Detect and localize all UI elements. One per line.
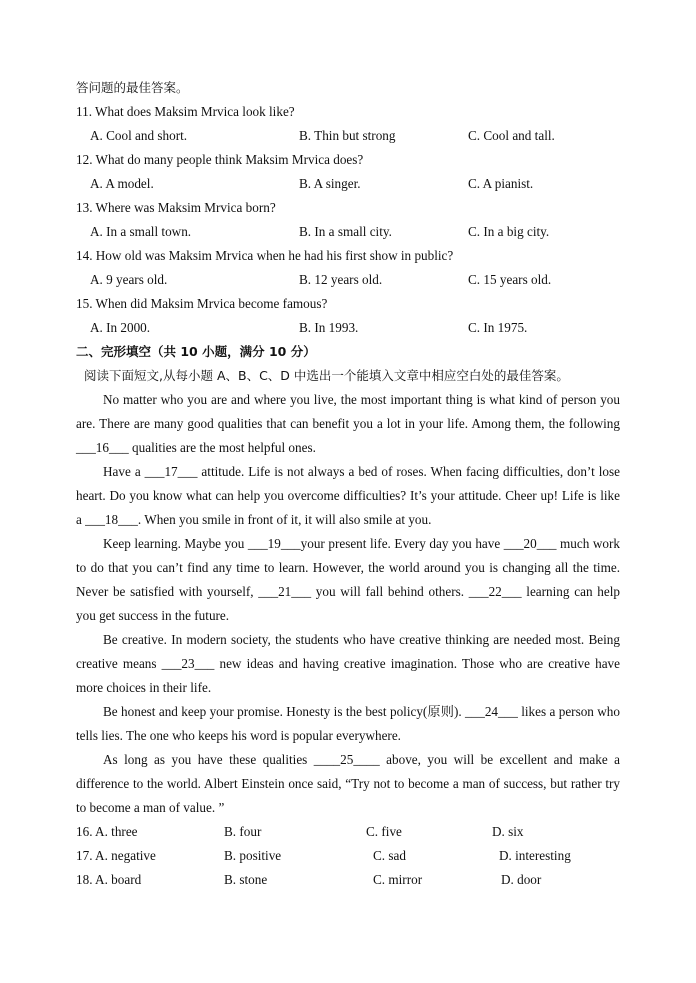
- cloze-options: [76, 820, 620, 892]
- passage-paragraph: Keep learning. Maybe you ___19___your present life. Every day you have ___20___ much work to do that you can’t find any time to learn. However, the world around you is changing all the time. Never be satisfied with yourself, ___21___ you will fall behind others. ___22___ learning can help you get success in the future.: [76, 536, 620, 623]
- option-b: B. In a small city.: [299, 224, 392, 239]
- option-a: A. In 2000.: [90, 320, 151, 335]
- question-options: [76, 220, 620, 244]
- cloze-option-row: [76, 820, 620, 844]
- cloze-option-row: [76, 868, 620, 892]
- exam-page: [76, 76, 620, 892]
- option-d: D. door: [501, 872, 542, 887]
- option-a: A. Cool and short.: [90, 128, 188, 143]
- passage-paragraph: Have a ___17___ attitude. Life is not always a bed of roses. When facing difficulties, don’t lose heart. Do you know what can help you overcome difficulties? It’s your attitude. Cheer up! Life is like a ___18___. When you smile in front of it, it will also smile at you.: [76, 464, 620, 527]
- option-a: 17. A. negative: [76, 848, 156, 863]
- option-a: A. In a small town.: [90, 224, 192, 239]
- question-options: [76, 172, 620, 196]
- question-options: [76, 124, 620, 148]
- option-b: B. positive: [224, 848, 282, 863]
- section-instruction: 阅读下面短文,从每小题 A、B、C、D 中选出一个能填入文章中相应空白处的最佳答案。: [84, 368, 569, 383]
- option-b: B. four: [224, 824, 262, 839]
- question-text: 14. How old was Maksim Mrvica when he had his first show in public?: [76, 248, 454, 263]
- question-text: 12. What do many people think Maksim Mrvica does?: [76, 152, 364, 167]
- section-heading: 二、完形填空（共 10 小题，满分 10 分）: [76, 344, 316, 359]
- passage-paragraph: Be honest and keep your promise. Honesty is the best policy(原则). ___24___ likes a person who tells lies. The one who keeps his word is popular everywhere.: [76, 704, 620, 743]
- option-d: D. interesting: [499, 848, 571, 863]
- question-text: 13. Where was Maksim Mrvica born?: [76, 200, 276, 215]
- intro-tail: 答问题的最佳答案。: [76, 80, 189, 95]
- option-b: B. A singer.: [299, 176, 361, 191]
- option-c: C. mirror: [373, 872, 423, 887]
- option-b: B. stone: [224, 872, 268, 887]
- option-a: A. 9 years old.: [90, 272, 168, 287]
- question-text: 11. What does Maksim Mrvica look like?: [76, 104, 295, 119]
- option-a: 16. A. three: [76, 824, 138, 839]
- option-a: A. A model.: [90, 176, 154, 191]
- option-b: B. 12 years old.: [299, 272, 383, 287]
- option-c: C. A pianist.: [468, 176, 534, 191]
- option-c: C. 15 years old.: [468, 272, 552, 287]
- option-c: C. Cool and tall.: [468, 128, 555, 143]
- cloze-option-row: [76, 844, 620, 868]
- option-c: C. sad: [373, 848, 406, 863]
- option-b: B. Thin but strong: [299, 128, 396, 143]
- option-c: C. In a big city.: [468, 224, 550, 239]
- passage-paragraph: As long as you have these qualities ____25____ above, you will be excellent and make a difference to the world. Albert Einstein once said, “Try not to become a man of success, but rather try to become a man of value. ”: [76, 752, 620, 815]
- passage-paragraph: Be creative. In modern society, the students who have creative thinking are needed most. Being creative means ___23___ new ideas and having creative imagination. Those who are creative have more choices in their life.: [76, 632, 620, 695]
- question-text: 15. When did Maksim Mrvica become famous?: [76, 296, 328, 311]
- option-c: C. five: [366, 824, 402, 839]
- cloze-passage: [76, 388, 620, 820]
- option-a: 18. A. board: [76, 872, 142, 887]
- passage-paragraph: No matter who you are and where you live, the most important thing is what kind of person you are. There are many good qualities that can benefit you a lot in your life. Among them, the following ___16___ qualities are the most helpful ones.: [76, 392, 620, 455]
- option-c: C. In 1975.: [468, 320, 528, 335]
- question-options: [76, 268, 620, 292]
- listening-questions: [76, 100, 620, 340]
- question-options: [76, 316, 620, 340]
- option-b: B. In 1993.: [299, 320, 359, 335]
- option-d: D. six: [492, 824, 524, 839]
